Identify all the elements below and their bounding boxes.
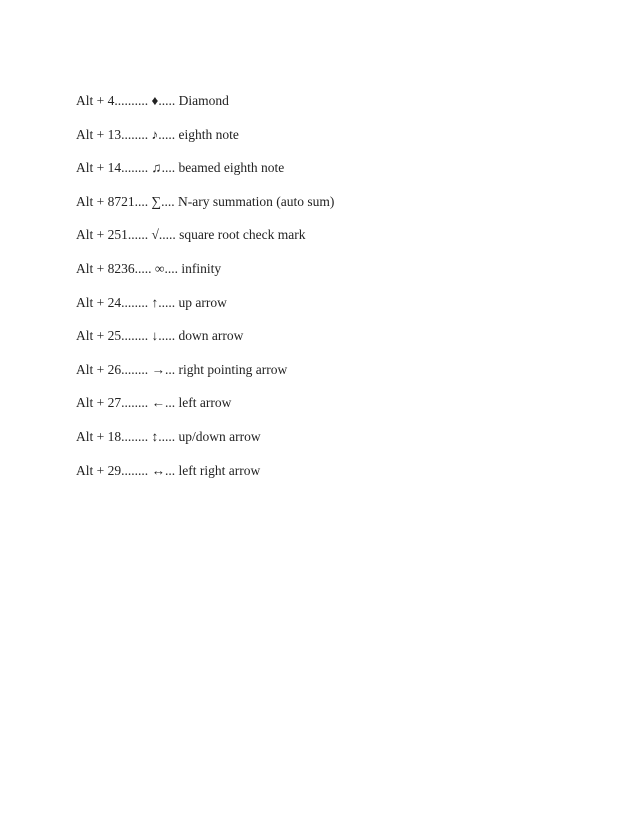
alt-code-down-arrow: Alt + 25........ ↓..... down arrow bbox=[76, 328, 244, 344]
alt-code-list bbox=[76, 90, 334, 493]
alt-code-up-down-arrow: Alt + 18........ ↕..... up/down arrow bbox=[76, 428, 261, 444]
alt-code-left-arrow: Alt + 27........ ←... left arrow bbox=[76, 395, 232, 411]
alt-code-right-arrow: Alt + 26........ →... right pointing arrow bbox=[76, 361, 288, 377]
alt-code-diamond: Alt + 4.......... ♦..... Diamond bbox=[76, 93, 229, 108]
alt-code-left-right-arrow: Alt + 29........ ↔... left right arrow bbox=[76, 462, 261, 478]
alt-code-eighth-note: Alt + 13........ ♪..... eighth note bbox=[76, 126, 239, 142]
alt-code-square-root: Alt + 251...... √..... square root check mark bbox=[76, 227, 306, 243]
alt-code-up-arrow: Alt + 24........ ↑..... up arrow bbox=[76, 294, 227, 310]
alt-code-beamed-eighth-note: Alt + 14........ ♫.... beamed eighth note bbox=[76, 160, 285, 176]
alt-code-infinity: Alt + 8236..... ∞.... infinity bbox=[76, 260, 222, 276]
alt-code-summation: Alt + 8721.... ∑.... N-ary summation (auto sum) bbox=[76, 193, 335, 209]
